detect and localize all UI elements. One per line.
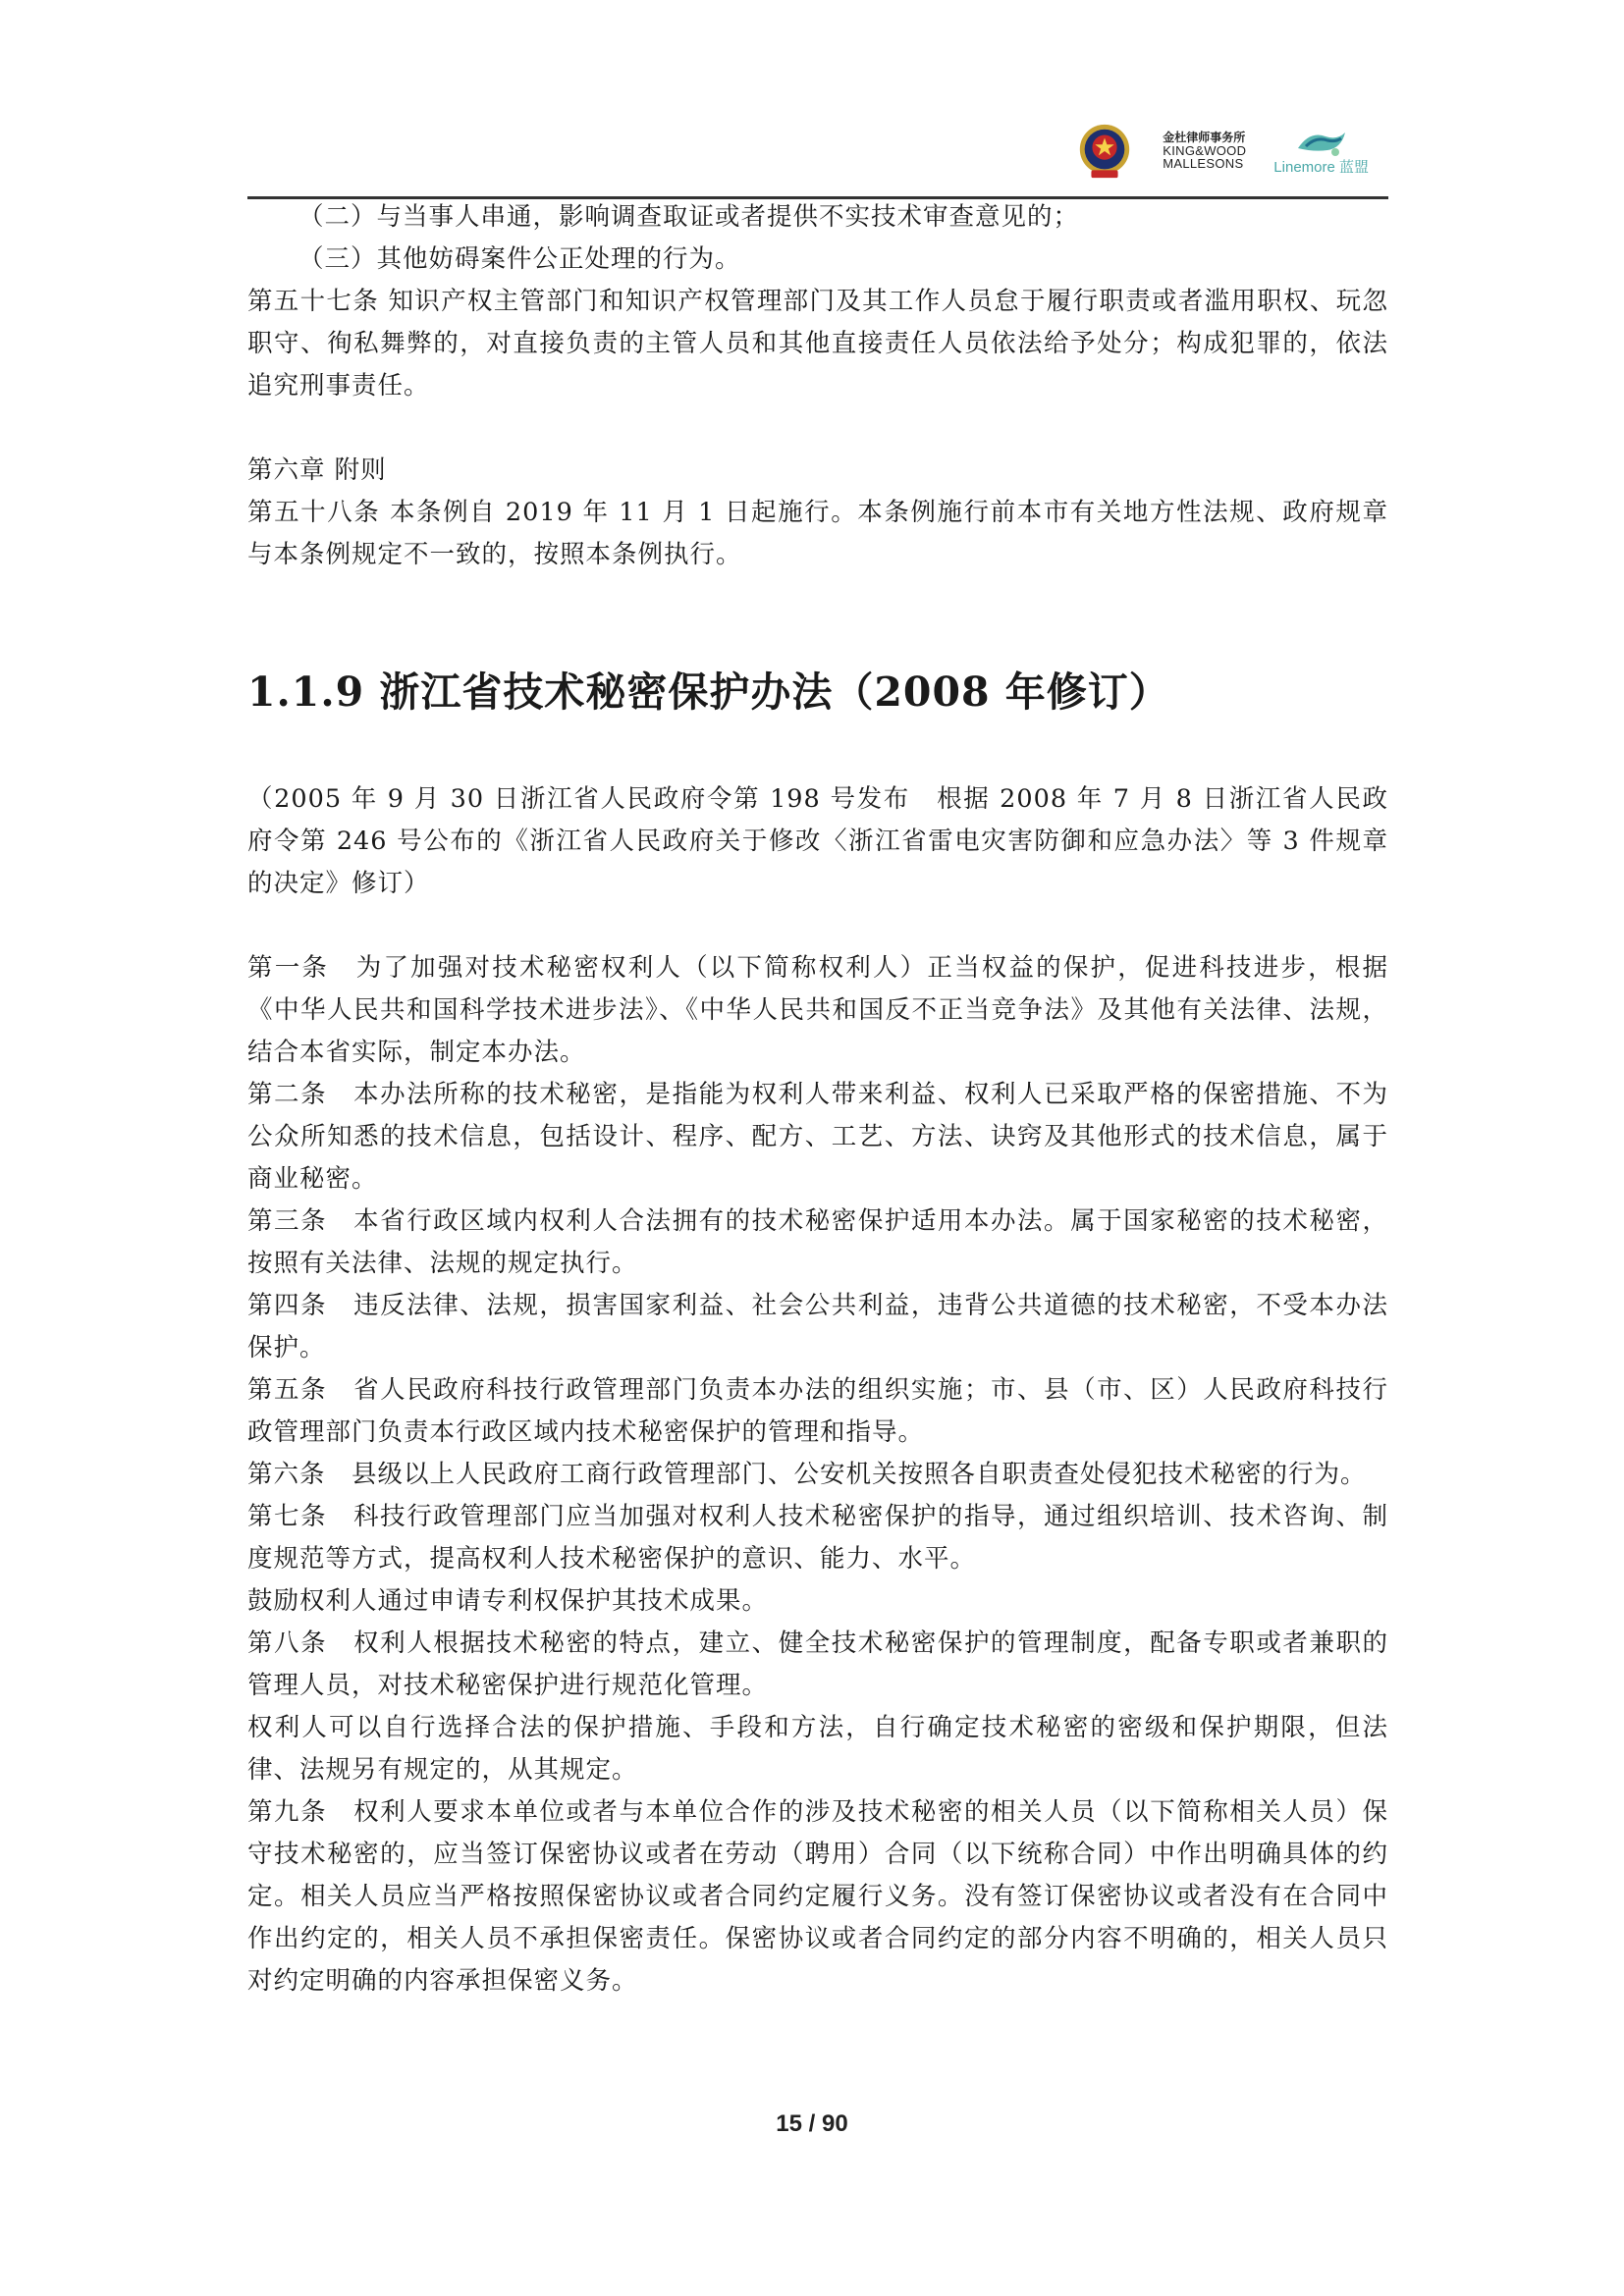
paragraph: 权利人可以自行选择合法的保护措施、手段和方法，自行确定技术秘密的密级和保护期限，但法律、法规另有规定的，从其规定。 [247,1713,1388,1785]
paragraph: 第六条 县级以上人民政府工商行政管理部门、公安机关按照各自职责查处侵犯技术秘密的行为。 [247,1460,1367,1489]
paragraph: 第五十八条 本条例自 2019 年 11 月 1 日起施行。本条例施行前本市有关地方性法规、政府规章与本条例规定不一致的，按照本条例执行。 [247,498,1388,569]
paragraph: 第二条 本办法所称的技术秘密，是指能为权利人带来利益、权利人已采取严格的保密措施、不为公众所知悉的技术信息，包括设计、程序、配方、工艺、方法、诀窍及其他形式的技术信息，属于商业秘密。 [247,1080,1388,1194]
kwm-logo-en-1: KING&WOOD [1163,142,1247,158]
chapter-title: 第六章 附则 [247,455,387,485]
linemore-mark-icon [1292,127,1351,160]
police-emblem-icon [1074,121,1135,182]
header-logos [1074,116,1369,187]
paragraph: （2005 年 9 月 30 日浙江省人民政府令第 198 号发布 根据 2008 年 7 月 8 日浙江省人民政府令第 246 号公布的《浙江省人民政府关于修改〈浙江省雷电灾害防御和应急办法〉等 3 件规章的决定》修订） [247,784,1388,898]
paragraph: 第四条 违反法律、法规，损害国家利益、社会公共利益，违背公共道德的技术秘密，不受本办法保护。 [247,1291,1388,1362]
kwm-logo-en-2: MALLESONS [1163,156,1244,172]
paragraph: （二）与当事人串通，影响调查取证或者提供不实技术审查意见的； [298,202,1080,232]
linemore-logo [1273,127,1369,177]
paragraph: 鼓励权利人通过申请专利权保护其技术成果。 [247,1586,769,1616]
paragraph: 第五十七条 知识产权主管部门和知识产权管理部门及其工作人员怠于履行职责或者滥用职权、玩忽职守、徇私舞弊的，对直接负责的主管人员和其他直接责任人员依法给予处分；构成犯罪的，依法追究刑事责任。 [247,287,1388,400]
paragraph: 第七条 科技行政管理部门应当加强对权利人技术秘密保护的指导，通过组织培训、技术咨询、制度规范等方式，提高权利人技术秘密保护的意识、能力、水平。 [247,1502,1388,1574]
kwm-logo [1163,132,1246,171]
page-header [247,116,1388,199]
paragraph: 第三条 本省行政区域内权利人合法拥有的技术秘密保护适用本办法。属于国家秘密的技术秘密，按照有关法律、法规的规定执行。 [247,1206,1388,1278]
paragraph: 第八条 权利人根据技术秘密的特点，建立、健全技术秘密保护的管理制度，配备专职或者兼职的管理人员，对技术秘密保护进行规范化管理。 [247,1629,1388,1700]
linemore-logo-text: Linemore 蓝盟 [1273,158,1369,176]
page-number: 15 / 90 [776,2110,848,2137]
section-heading: 1.1.9 浙江省技术秘密保护办法（2008 年修订） [247,668,1170,716]
document-body [247,196,1388,2002]
kwm-logo-cn: 金杜律师事务所 [1163,131,1246,145]
paragraph: 第一条 为了加强对技术秘密权利人（以下简称权利人）正当权益的保护，促进科技进步，根据《中华人民共和国科学技术进步法》、《中华人民共和国反不正当竞争法》及其他有关法律、法规，结合本省实际，制定本办法。 [247,953,1388,1067]
paragraph: 第五条 省人民政府科技行政管理部门负责本办法的组织实施；市、县（市、区）人民政府科技行政管理部门负责本行政区域内技术秘密保护的管理和指导。 [247,1375,1388,1447]
paragraph: 第九条 权利人要求本单位或者与本单位合作的涉及技术秘密的相关人员（以下简称相关人员）保守技术秘密的，应当签订保密协议或者在劳动（聘用）合同（以下统称合同）中作出明确具体的约定。相关人员应当严格按照保密协议或者合同约定履行义务。没有签订保密协议或者没有在合同中作出约定的，相关人员不承担保密责任。保密协议或者合同约定的部分内容不明确的，相关人员只对约定明确的内容承担保密义务。 [247,1797,1388,1996]
paragraph: （三）其他妨碍案件公正处理的行为。 [298,244,741,274]
